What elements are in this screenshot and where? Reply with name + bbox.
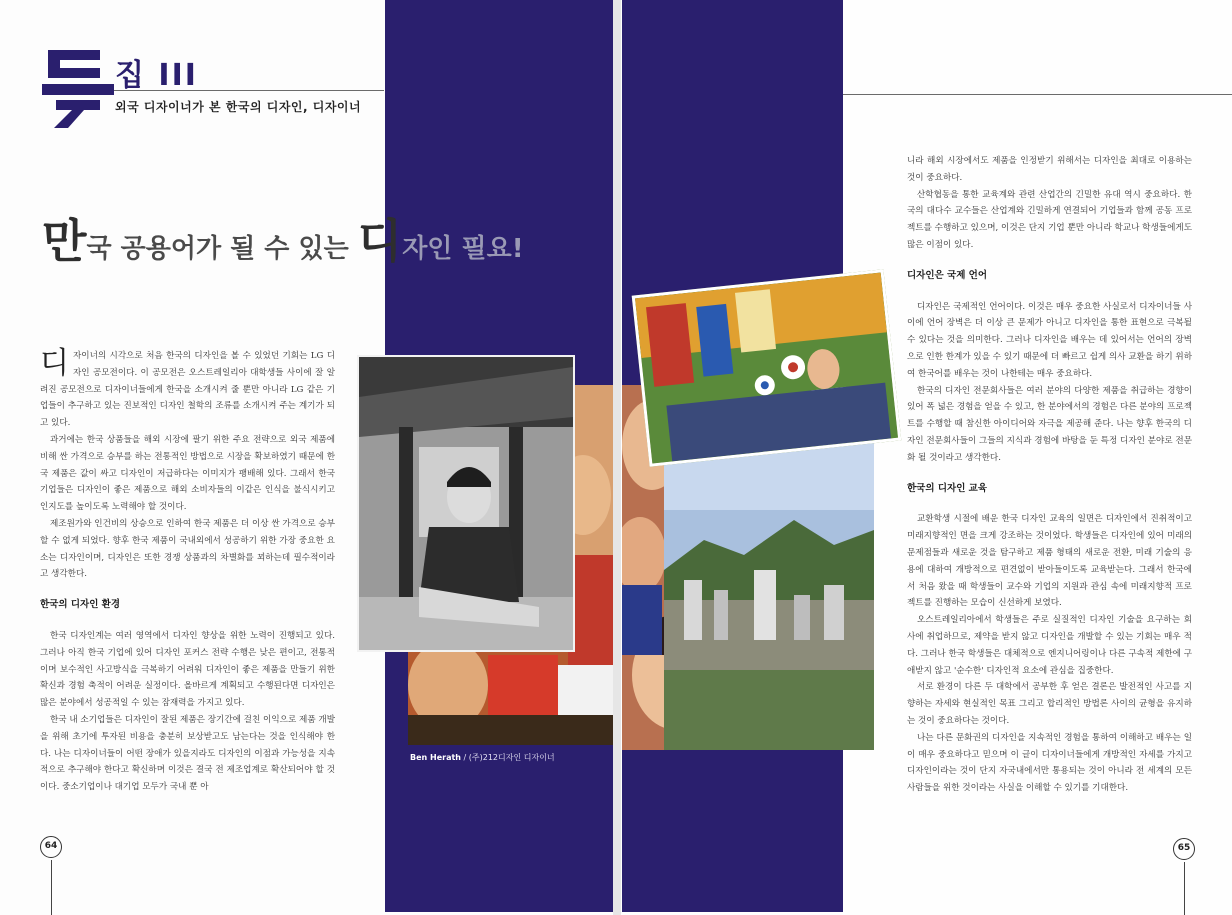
headline-part-1: 국 공용어가 될 수 있는 — [86, 234, 358, 264]
left-column — [40, 348, 335, 796]
headline-big-1: 만 — [42, 214, 87, 268]
headline-part-2: 자인 필요! — [402, 234, 524, 264]
page-number-line — [51, 860, 52, 915]
right-paragraph: 교환학생 시절에 배운 한국 디자인 교육의 일면은 디자인에서 진취적이고 미래지향적인 면을 크게 강조하는 것이었다. 학생들은 디자인에 있어 미래의 문제점들과 새로운 것을 탐구하고 제품 형태의 새로운 전환, 미래 기술의 응용에 대하여 개방적으로 편견없이 받아들이도록 교육받는다. 그래서 한국에서 처음 왔을 때 학생들이 교수와 기업의 지원과 관심 속에 미래지향적 프로젝트를 진행하는 모습이 신선하게 보였다. — [907, 514, 1192, 609]
special-title: 집 III — [115, 58, 198, 93]
right-paragraph: 나는 다른 문화권의 디자인을 지속적인 경험을 통하여 이해하고 배우는 일이 매우 중요하다고 믿으며 이 글이 디자이너들에게 개방적인 자세를 가지고 디자인이라는 것이 단지 자국내에서만 통용되는 것이 아니라 전 세계의 모든 사람들을 위한 것이라는 사실을 이해할 수 있기를 기대한다. — [907, 732, 1192, 794]
right-paragraph: 디자인은 국제적인 언어이다. 이것은 매우 중요한 사실로서 디자이너들 사이에 언어 장벽은 더 이상 큰 문제가 아니고 디자인을 통한 표현으로 극복될 수 있다는 것을 의미한다. 그러나 디자인을 배우는 데 있어서는 언어의 장벽으로 인한 한계가 있을 수 있기 때문에 더 빠르고 쉽게 의사 교환을 하기 위하여 한국어를 배우는 것이 나한테는 매우 중요하다. — [907, 301, 1192, 379]
caption-affiliation: / (주)212디자인 디자이너 — [461, 753, 555, 762]
right-paragraph: 산학협동을 통한 교육계와 관련 산업간의 긴밀한 유대 역시 중요하다. 한국의 대다수 교수들은 산업계와 긴밀하게 연결되어 기업들과 함께 공동 프로젝트를 수행하고 있으며, 이것은 단지 기업 뿐만 아니라 학교나 학생들에게도 많은 이점이 있다. — [907, 189, 1192, 250]
caption-name: Ben Herath — [410, 753, 461, 762]
drop-cap: 디 — [40, 346, 69, 381]
section-heading: 디자인은 국제 언어 — [907, 269, 988, 281]
page-number-left: 64 — [40, 836, 62, 858]
photo-caption — [410, 752, 555, 763]
page-number-right: 65 — [1173, 838, 1195, 860]
header-rule-right — [843, 94, 1232, 95]
festival-photo — [632, 269, 902, 467]
section-heading: 한국의 디자인 교육 — [907, 482, 988, 494]
right-column — [907, 153, 1192, 797]
left-paragraph: 디자이너의 시각으로 처음 한국의 디자인을 볼 수 있었던 기회는 LG 디자인 공모전이다. 이 공모전은 오스트레일리아 대학생들 사이에 잘 알려진 공모전으로 디자이너들에게 한국을 소개시켜 줄 뿐만 아니라 LG 같은 기업들이 추구하고 있는 진보적인 디자인 철학의 조류를 소개시켜 주는 계기가 되고 있다. — [40, 346, 335, 429]
page-gutter — [613, 0, 621, 915]
right-paragraph: 서로 환경이 다른 두 대학에서 공부한 후 얻은 결론은 발전적인 사고를 지향하는 자세와 현실적인 목표 그리고 합리적인 방법론 사이의 균형을 유지하는 것이 중요하다는 것이다. — [907, 682, 1192, 726]
left-paragraph: 제조원가와 인건비의 상승으로 인하여 한국 제품은 더 이상 싼 가격으로 승부할 수 없게 되었다. 향후 한국 제품이 국내외에서 성공하기 위한 가장 중요한 요소는 디자인이며, 디자인은 또한 경쟁 상품과의 차별화를 꾀하는데 필수적이라고 생각한다. — [40, 518, 335, 580]
left-paragraph: 한국 디자인계는 여러 영역에서 디자인 향상을 위한 노력이 진행되고 있다. 그러나 아직 한국 기업에 있어 디자인 포커스 전략 수행은 낮은 편이고, 전통적이며 보수적인 사고방식을 극복하기 어려워 디자인이 좋은 제품을 만들기 위한 확신과 경험 축적이 어려운 실정이다. 올바르게 계획되고 수행된다면 디자인은 많은 분야에서 성공적일 수 있는 잠재력을 가지고 있다. — [40, 630, 335, 709]
city-photo — [664, 420, 874, 750]
article-headline — [42, 205, 524, 271]
portrait-photo — [357, 355, 575, 652]
right-paragraph: 니라 해외 시장에서도 제품을 인정받기 위해서는 디자인을 최대로 이용하는 것이 중요하다. — [907, 156, 1192, 183]
special-feature-logo — [38, 42, 118, 130]
section-heading: 한국의 디자인 환경 — [40, 599, 121, 611]
left-paragraph: 한국 내 소기업들은 디자인이 잘된 제품은 장기간에 걸친 이익으로 제품 개발을 위해 초기에 투자된 비용을 충분히 보상받고도 남는다는 것을 인식해야 한다. 나는 디자이너들이 어떤 장애가 있을지라도 디자인의 이점과 가능성을 지속적으로 추구해야 한다고 확신하며 이것은 결국 전 제조업계로 확산되어야 할 것이다. 중소기업이나 대기업 모두가 국내 뿐 아 — [40, 714, 335, 793]
left-paragraph: 과거에는 한국 상품들을 해외 시장에 팔기 위한 주요 전략으로 외국 제품에 비해 싼 가격으로 승부를 하는 전통적인 방법으로 시장을 확보하였기 때문에 한국 제품은 값이 싸고 디자인이 저급하다는 이미지가 팽배해 있다. 그래서 한국 기업들은 디자인이 좋은 제품으로 해외 소비자들의 이같은 인식을 불식시키고 인지도를 높이도록 노력해야 할 것이다. — [40, 434, 335, 513]
page-number-line — [1184, 862, 1185, 915]
feature-subtitle: 외국 디자이너가 본 한국의 디자인, 디자이너 — [115, 100, 362, 114]
right-paragraph: 오스트레일리아에서 학생들은 주로 실질적인 디자인 기술을 요구하는 회사에 취업하므로, 제약을 받지 않고 디자인을 개발할 수 있는 기회는 매우 적다. 그러나 한국 학생들은 대체적으로 엔지니어링이나 다른 구속적 제한에 구애받지 않고 '순수한' 디자인적 요소에 관심을 집중한다. — [907, 615, 1192, 676]
headline-big-2: 디 — [357, 214, 403, 268]
right-paragraph: 한국의 디자인 전문회사들은 여러 분야의 다양한 제품을 취급하는 경향이 있어 폭 넓은 경험을 얻을 수 있고, 한 분야에서의 경험은 다른 분야의 프로젝트를 수행할 때 참신한 아이디어와 자극을 제공해 준다. 나는 향후 한국의 디자인 전문회사들이 그들의 지식과 경험에 바탕을 둔 특정 디자인 분야로 전문화 될 것이라고 생각한다. — [907, 385, 1192, 463]
